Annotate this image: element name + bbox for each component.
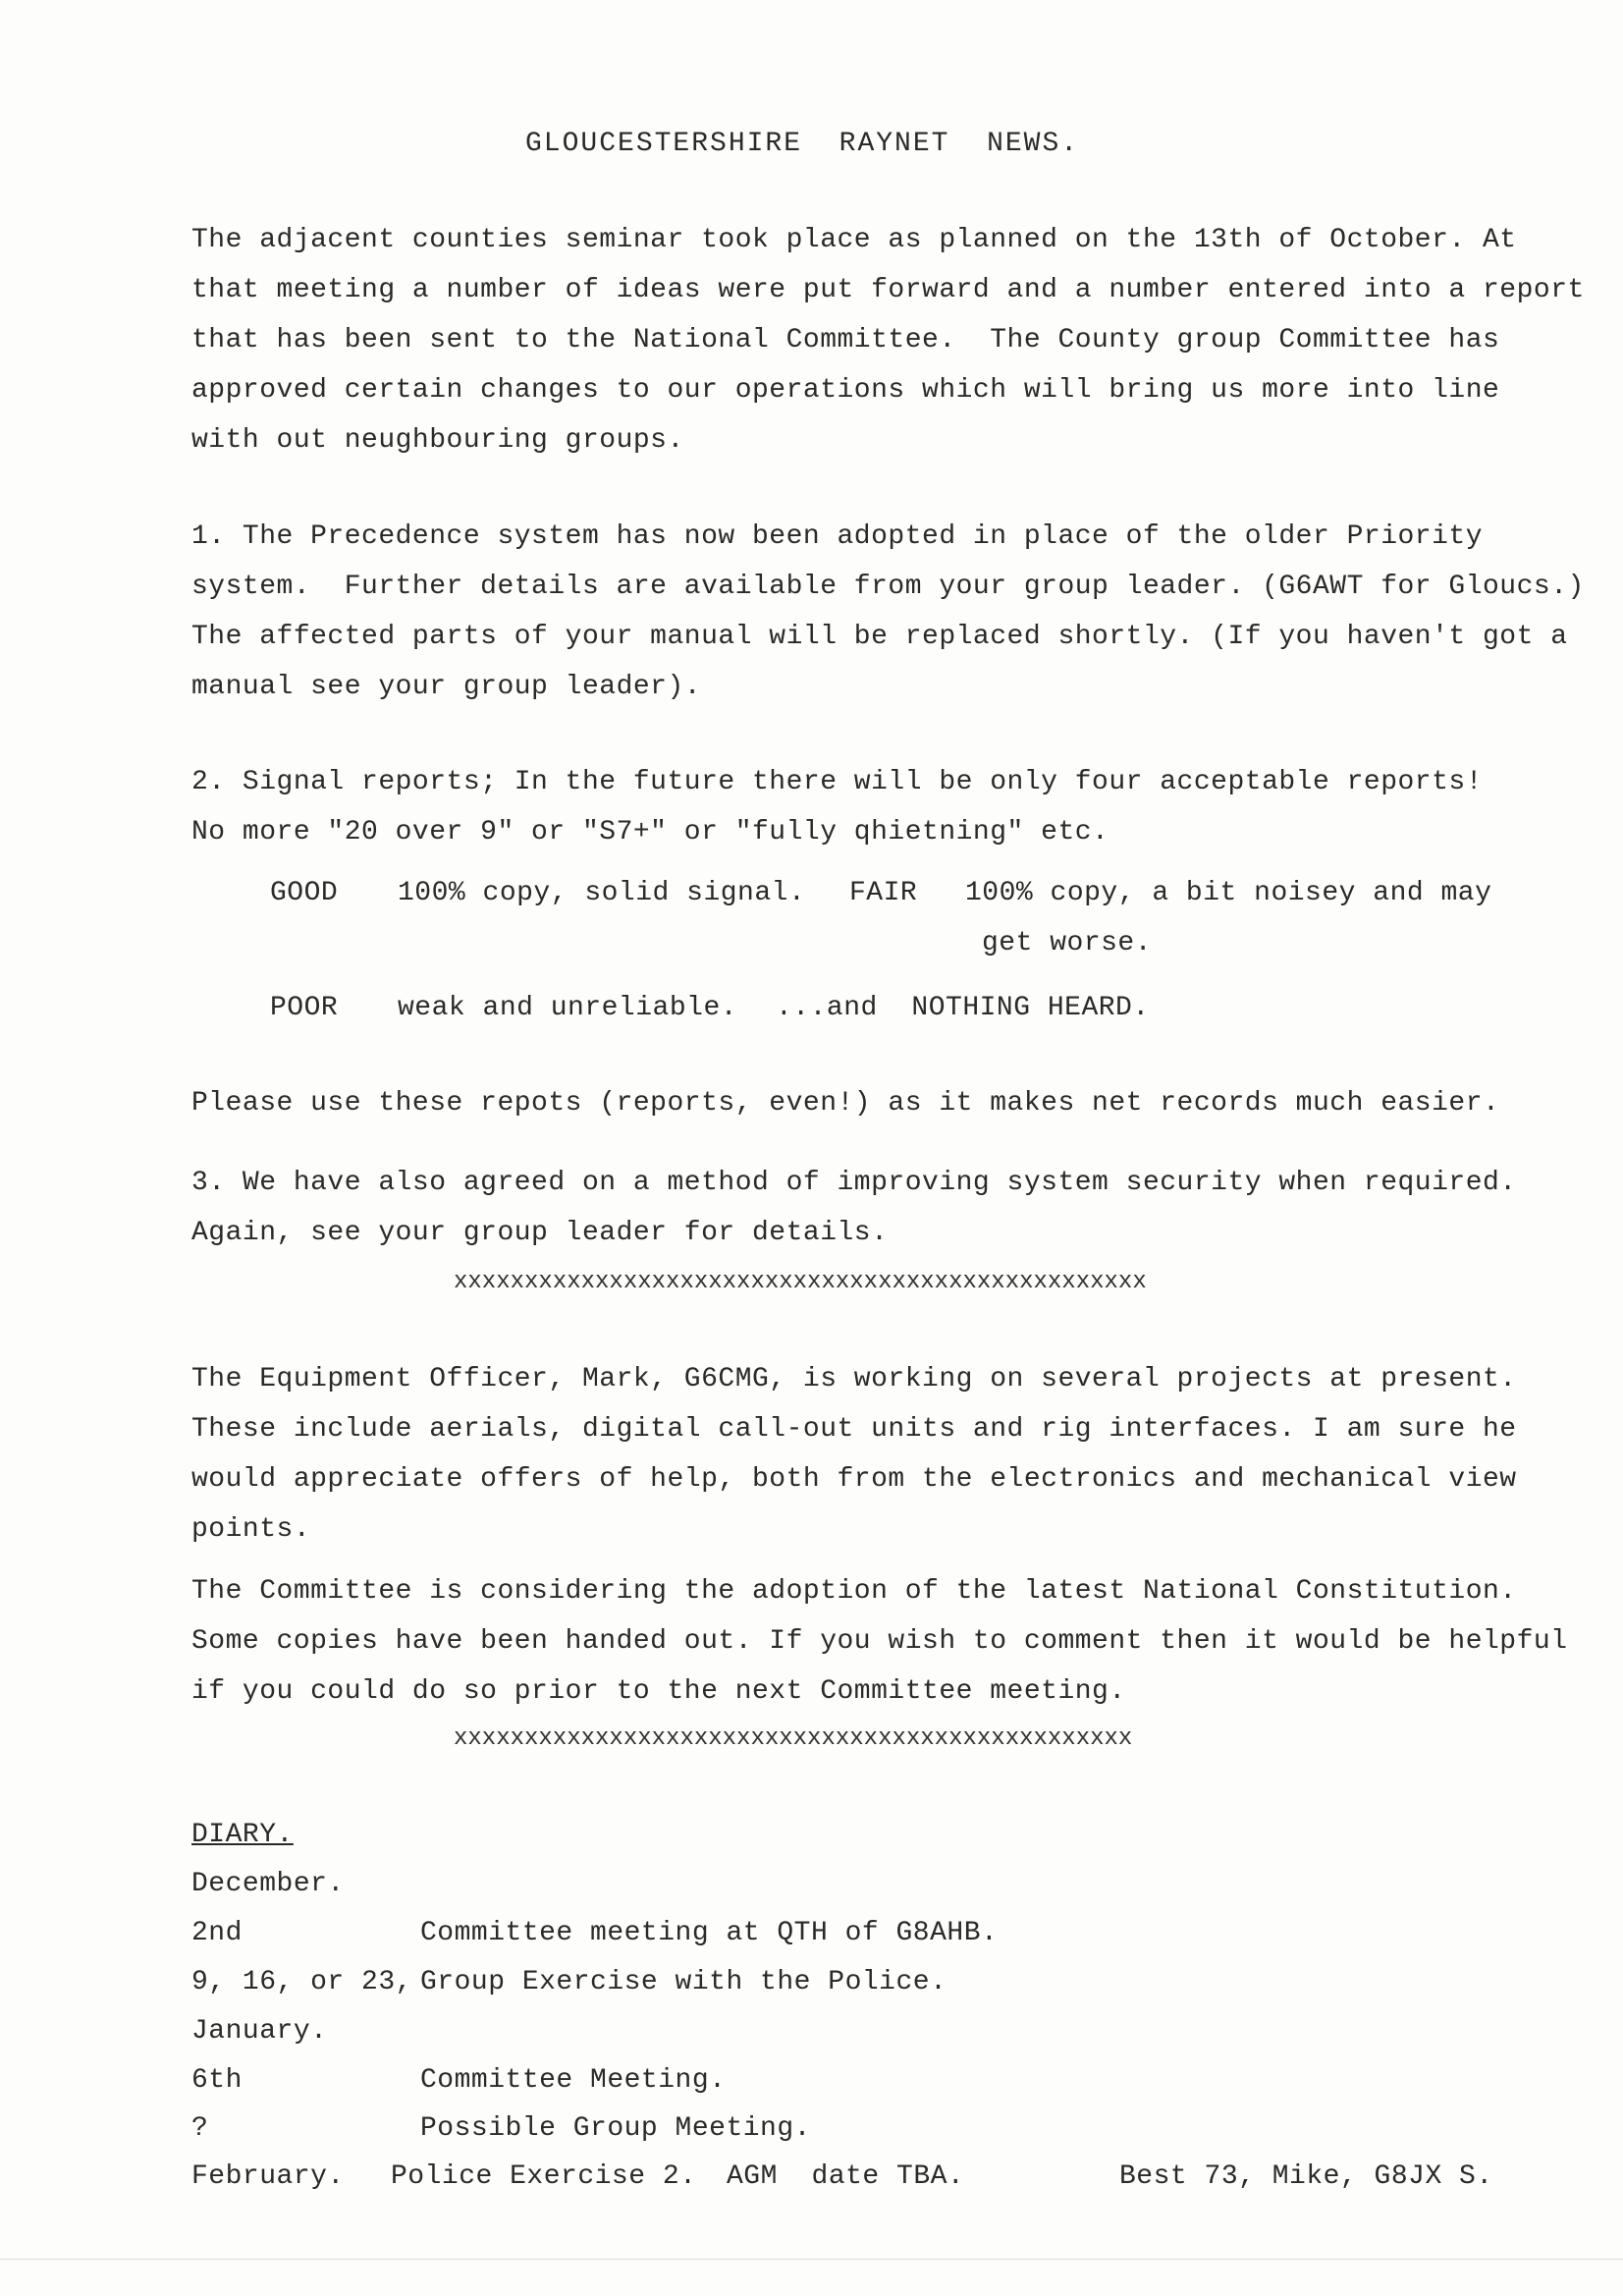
item1-line: manual see your group leader). — [191, 672, 702, 702]
report-good-desc: 100% copy, solid signal. — [398, 878, 806, 908]
page-title: GLOUCESTERSHIRE RAYNET NEWS. — [525, 129, 1080, 159]
report-good-label: GOOD — [270, 878, 339, 908]
diary-event: Group Exercise with the Police. — [420, 1967, 947, 1997]
diary-event: Committee meeting at QTH of G8AHB. — [420, 1918, 999, 1948]
item3-line: Again, see your group leader for details. — [191, 1218, 889, 1248]
report-fair-label: FAIR — [849, 878, 918, 908]
diary-month: February. — [191, 2161, 345, 2192]
signoff: Best 73, Mike, G8JX S. — [1119, 2161, 1493, 2192]
equipment-line: would appreciate offers of help, both from the electronics and mechanical view — [191, 1464, 1517, 1495]
equipment-line: The Equipment Officer, Mark, G6CMG, is working on several projects at present. — [191, 1364, 1517, 1394]
item1-line: 1. The Precedence system has now been adopted in place of the older Priority — [191, 521, 1484, 552]
report-poor-desc: weak and unreliable. — [398, 993, 738, 1023]
diary-event: AGM date TBA. — [727, 2161, 965, 2192]
item2-after: Please use these repots (reports, even!) as it makes net records much easier. — [191, 1088, 1500, 1119]
item1-line: The affected parts of your manual will be replaced shortly. (If you haven't got a — [191, 622, 1568, 652]
diary-date: 9, 16, or 23, — [191, 1967, 412, 1997]
report-nothing-heard: ...and NOTHING HEARD. — [776, 993, 1150, 1023]
diary-date: 2nd — [191, 1918, 243, 1948]
diary-event: Possible Group Meeting. — [420, 2113, 811, 2144]
item3-line: 3. We have also agreed on a method of improving system security when required. — [191, 1168, 1517, 1198]
intro-line: The adjacent counties seminar took place as planned on the 13th of October. At — [191, 225, 1517, 255]
intro-line: that meeting a number of ideas were put forward and a number entered into a report — [191, 275, 1585, 305]
report-fair-desc-cont: get worse. — [982, 928, 1153, 958]
equipment-line: These include aerials, digital call-out units and rig interfaces. I am sure he — [191, 1414, 1517, 1445]
intro-line: that has been sent to the National Committee. The County group Committee has — [191, 325, 1500, 355]
diary-month: January. — [191, 2016, 328, 2047]
item2-line: 2. Signal reports; In the future there will be only four acceptable reports! — [191, 767, 1484, 797]
page-bottom-edge — [0, 2259, 1623, 2260]
section-divider: xxxxxxxxxxxxxxxxxxxxxxxxxxxxxxxxxxxxxxxxxxxxxxxx — [454, 1725, 1133, 1752]
constitution-line: The Committee is considering the adoption of the latest National Constitution. — [191, 1576, 1517, 1607]
diary-heading: DIARY. — [191, 1820, 294, 1850]
diary-date: ? — [191, 2113, 209, 2144]
intro-line: approved certain changes to our operations which will bring us more into line — [191, 375, 1500, 406]
item2-line: No more "20 over 9" or "S7+" or "fully qhietning" etc. — [191, 817, 1109, 847]
diary-date: 6th — [191, 2065, 243, 2096]
intro-line: with out neughbouring groups. — [191, 425, 684, 456]
diary-event: Committee Meeting. — [420, 2065, 727, 2096]
section-divider: xxxxxxxxxxxxxxxxxxxxxxxxxxxxxxxxxxxxxxxxxxxxxxxxx — [454, 1269, 1147, 1295]
equipment-line: points. — [191, 1514, 311, 1545]
report-fair-desc: 100% copy, a bit noisey and may — [965, 878, 1492, 908]
constitution-line: if you could do so prior to the next Committee meeting. — [191, 1676, 1126, 1707]
diary-event: Police Exercise 2. — [391, 2161, 697, 2192]
constitution-line: Some copies have been handed out. If you wish to comment then it would be helpful — [191, 1626, 1568, 1657]
report-poor-label: POOR — [270, 993, 339, 1023]
item1-line: system. Further details are available from your group leader. (G6AWT for Gloucs.) — [191, 572, 1585, 602]
diary-month: December. — [191, 1869, 345, 1899]
